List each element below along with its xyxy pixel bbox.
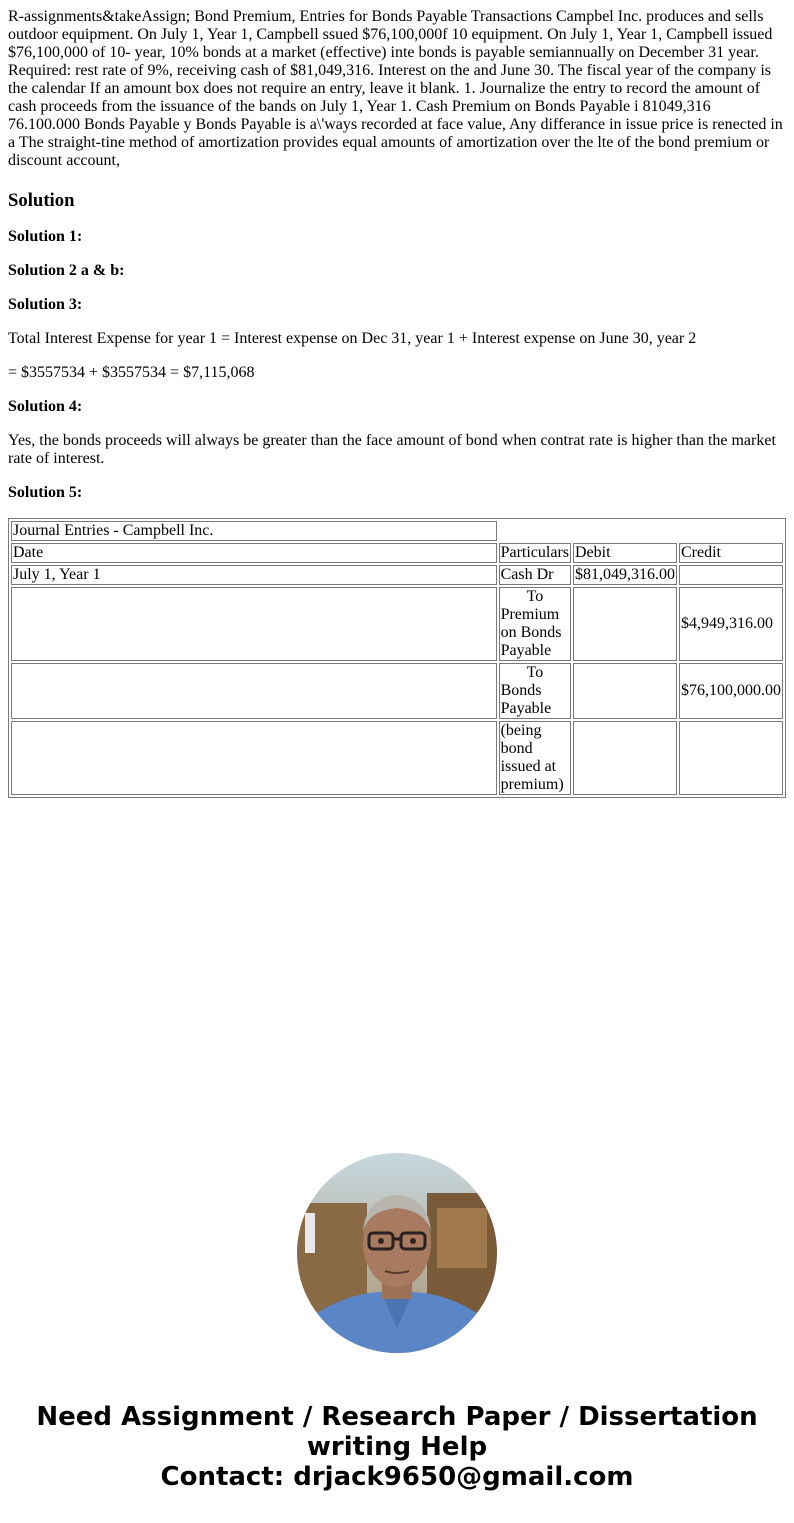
question-text: R-assignments&takeAssign; Bond Premium, Entries for Bonds Payable Transactions Campbel Inc. produces and sells outdoor equipment. On July 1, Year 1, Campbell ssued $76,100,000f 10 equipment. On July 1, Year 1, Campbell issued $76,100,000 of 10- year, 10% bonds at a market (effective) inte bonds is payable semiannually on December 31 year. Required: rest rate of 9%, receiving cash of $81,049,316. Interest on the and June 30. The fiscal year of the company is the calendar If an amount box does not require an entry, leave it blank. 1. Journalize the entry to record the amount of cash proceeds from the issuance of the bands on July 1, Year 1. Cash Premium on Bonds Payable i 81049,316 76.100.000 Bonds Payable y Bonds Payable is a\'ways recorded at face value, Any differance in issue price is renected in a The straight-tine method of amortization provides equal amounts of amortization over the lte of the bond premium or discount account, — [8, 8, 783, 169]
cell-particulars: (being bond issued at premium) — [499, 721, 571, 795]
journal-entries-table — [8, 518, 786, 798]
table-title-row — [11, 521, 783, 541]
header-debit: Debit — [573, 543, 677, 563]
solution-1-heading: Solution 1: — [8, 228, 83, 245]
solution-5-heading: Solution 5: — [8, 484, 83, 501]
cell-date — [11, 721, 497, 795]
cell-date — [11, 587, 497, 661]
cell-date — [11, 663, 497, 719]
cell-debit — [573, 721, 677, 795]
solution-3-heading: Solution 3: — [8, 296, 83, 313]
header-date: Date — [11, 543, 497, 563]
solution-4-text: Yes, the bonds proceeds will always be greater than the face amount of bond when contrat rate is higher than the market rate of interest. — [8, 432, 776, 467]
cell-debit — [573, 587, 677, 661]
table-row — [11, 663, 783, 719]
avatar-photo — [297, 1153, 497, 1353]
cell-particulars: To Bonds Payable — [499, 663, 571, 719]
cell-particulars: Cash Dr — [499, 565, 571, 585]
cell-particulars: To Premium on Bonds Payable — [499, 587, 571, 661]
solution-4-heading: Solution 4: — [8, 398, 83, 415]
solution-3-result: = $3557534 + $3557534 = $7,115,068 — [8, 364, 255, 381]
cell-debit — [573, 663, 677, 719]
table-header-row — [11, 543, 783, 563]
author-avatar — [297, 1153, 497, 1353]
table-row — [11, 565, 783, 585]
promo-line-1: Need Assignment / Research Paper / Dissertation writing Help — [36, 1402, 758, 1462]
solution-2-heading: Solution 2 a & b: — [8, 262, 125, 279]
cell-credit — [679, 721, 783, 795]
cell-credit: $4,949,316.00 — [679, 587, 783, 661]
cell-credit — [679, 565, 783, 585]
header-credit: Credit — [679, 543, 783, 563]
cell-date: July 1, Year 1 — [11, 565, 497, 585]
cell-debit: $81,049,316.00 — [575, 566, 675, 583]
solution-3-text: Total Interest Expense for year 1 = Interest expense on Dec 31, year 1 + Interest expense on June 30, year 2 — [8, 330, 697, 347]
table-title: Journal Entries - Campbell Inc. — [11, 521, 497, 541]
promo-contact: Contact: drjack9650@gmail.com — [160, 1462, 634, 1492]
cell-credit: $76,100,000.00 — [679, 663, 783, 719]
table-row — [11, 587, 783, 661]
table-row — [11, 721, 783, 795]
solution-heading: Solution — [8, 190, 75, 211]
header-particulars: Particulars — [500, 544, 569, 561]
promo-banner — [0, 1402, 794, 1492]
